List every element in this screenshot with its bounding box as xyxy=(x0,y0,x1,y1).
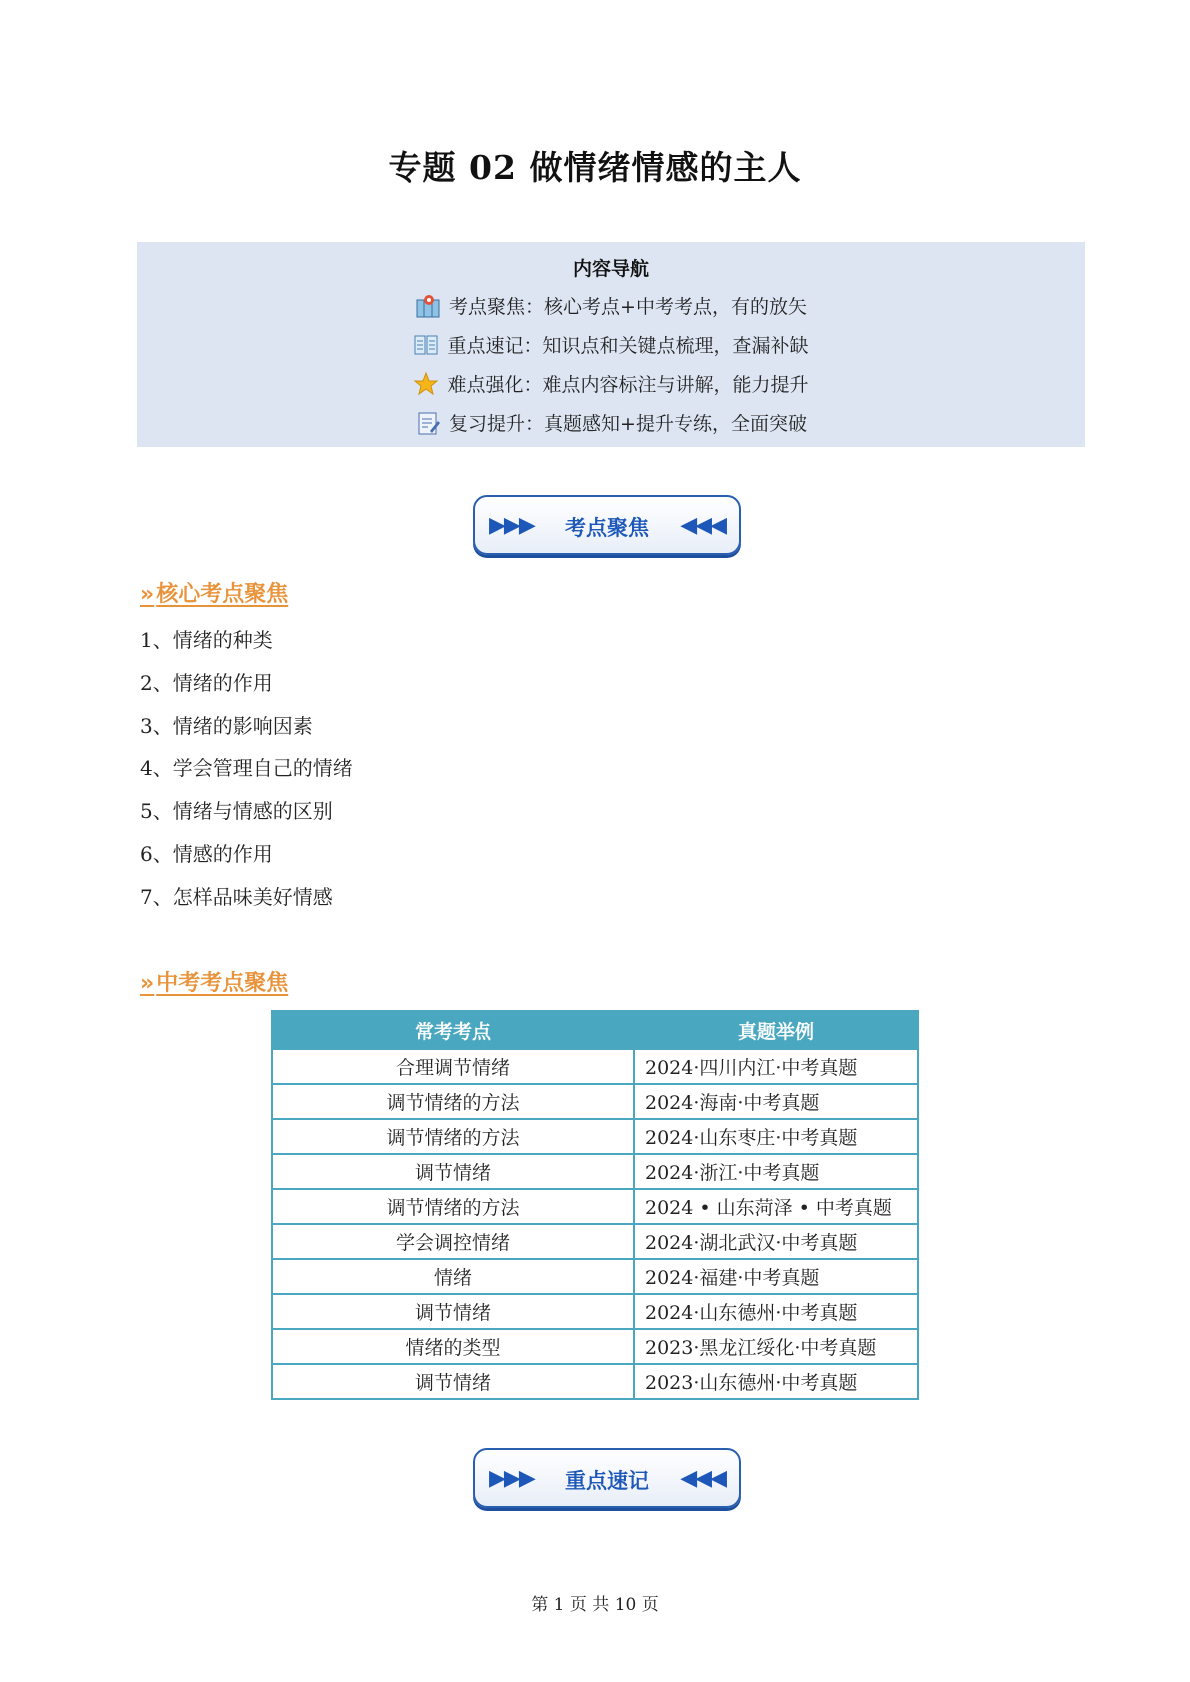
section-banner-kaodian xyxy=(473,495,741,555)
table-cell: 2024·四川内江·中考真题 xyxy=(634,1049,918,1084)
list-item: 5、情绪与情感的区别 xyxy=(140,799,333,823)
table-row xyxy=(272,1154,918,1189)
table-row xyxy=(272,1049,918,1084)
table-row xyxy=(272,1189,918,1224)
list-item: 6、情感的作用 xyxy=(140,842,273,866)
table-cell: 2023·黑龙江绥化·中考真题 xyxy=(634,1329,918,1364)
list-item: 2、情绪的作用 xyxy=(140,671,273,695)
table-cell: 2024·山东德州·中考真题 xyxy=(634,1294,918,1329)
arrows-right-icon: ▶▶▶ xyxy=(489,1466,534,1491)
table-cell: 学会调控情绪 xyxy=(272,1224,634,1259)
page-title: 专题 02 做情绪情感的主人 xyxy=(388,148,802,187)
table-cell: 2024·山东枣庄·中考真题 xyxy=(634,1119,918,1154)
table-cell: 2024·浙江·中考真题 xyxy=(634,1154,918,1189)
nav-line-text: 考点聚焦：核心考点+中考考点，有的放矢 xyxy=(449,296,807,318)
list-item: 1、情绪的种类 xyxy=(140,628,273,652)
column-header: 常考考点 xyxy=(272,1011,634,1049)
book-icon xyxy=(413,332,439,358)
table-cell: 2024 • 山东菏泽 • 中考真题 xyxy=(634,1189,918,1224)
exam-section-heading: »中考考点聚焦 xyxy=(140,971,289,996)
content-navigation-box xyxy=(137,242,1085,447)
table-row xyxy=(272,1119,918,1154)
nav-heading: 内容导航 xyxy=(572,258,649,280)
table-row xyxy=(272,1084,918,1119)
column-header: 真题举例 xyxy=(634,1011,918,1049)
section-banner-zhongdian xyxy=(473,1448,741,1508)
star-icon xyxy=(413,371,439,397)
table-cell: 2024·湖北武汉·中考真题 xyxy=(634,1224,918,1259)
arrows-left-icon: ◀◀◀ xyxy=(680,513,725,538)
table-cell: 2023·山东德州·中考真题 xyxy=(634,1364,918,1399)
double-chevron-icon: » xyxy=(140,971,155,996)
table-row xyxy=(272,1329,918,1364)
nav-line-text: 难点强化：难点内容标注与讲解，能力提升 xyxy=(447,374,809,396)
nav-line-text: 重点速记：知识点和关键点梳理，查漏补缺 xyxy=(447,335,809,357)
nav-line-fuxi xyxy=(137,409,1085,436)
table-cell: 调节情绪 xyxy=(272,1294,634,1329)
banner-label: 重点速记 xyxy=(565,1469,649,1493)
nav-line-nandian xyxy=(137,370,1085,397)
double-chevron-icon: » xyxy=(140,582,155,607)
list-item: 7、怎样品味美好情感 xyxy=(140,885,333,909)
exam-points-table xyxy=(271,1010,919,1400)
table-cell: 调节情绪的方法 xyxy=(272,1084,634,1119)
nav-line-zhongdian xyxy=(137,331,1085,358)
table-cell: 调节情绪 xyxy=(272,1154,634,1189)
table-cell: 2024·福建·中考真题 xyxy=(634,1259,918,1294)
table-cell: 调节情绪的方法 xyxy=(272,1119,634,1154)
list-item: 3、情绪的影响因素 xyxy=(140,714,313,738)
nav-line-text: 复习提升：真题感知+提升专练，全面突破 xyxy=(449,413,807,435)
banner-label: 考点聚焦 xyxy=(565,516,649,540)
arrows-right-icon: ▶▶▶ xyxy=(489,513,534,538)
table-row xyxy=(272,1224,918,1259)
table-row xyxy=(272,1294,918,1329)
table-row xyxy=(272,1364,918,1399)
arrows-left-icon: ◀◀◀ xyxy=(680,1466,725,1491)
core-section-heading: »核心考点聚焦 xyxy=(140,582,289,607)
table-cell: 调节情绪的方法 xyxy=(272,1189,634,1224)
list-item: 4、学会管理自己的情绪 xyxy=(140,756,353,780)
map-icon xyxy=(415,293,441,319)
notepad-icon xyxy=(415,410,441,436)
table-cell: 情绪的类型 xyxy=(272,1329,634,1364)
table-cell: 2024·海南·中考真题 xyxy=(634,1084,918,1119)
nav-line-kaodian xyxy=(137,292,1085,319)
table-row xyxy=(272,1259,918,1294)
table-cell: 情绪 xyxy=(272,1259,634,1294)
table-cell: 合理调节情绪 xyxy=(272,1049,634,1084)
table-header-row xyxy=(272,1011,918,1049)
table-cell: 调节情绪 xyxy=(272,1364,634,1399)
page-footer: 第 1 页 共 10 页 xyxy=(531,1595,659,1615)
